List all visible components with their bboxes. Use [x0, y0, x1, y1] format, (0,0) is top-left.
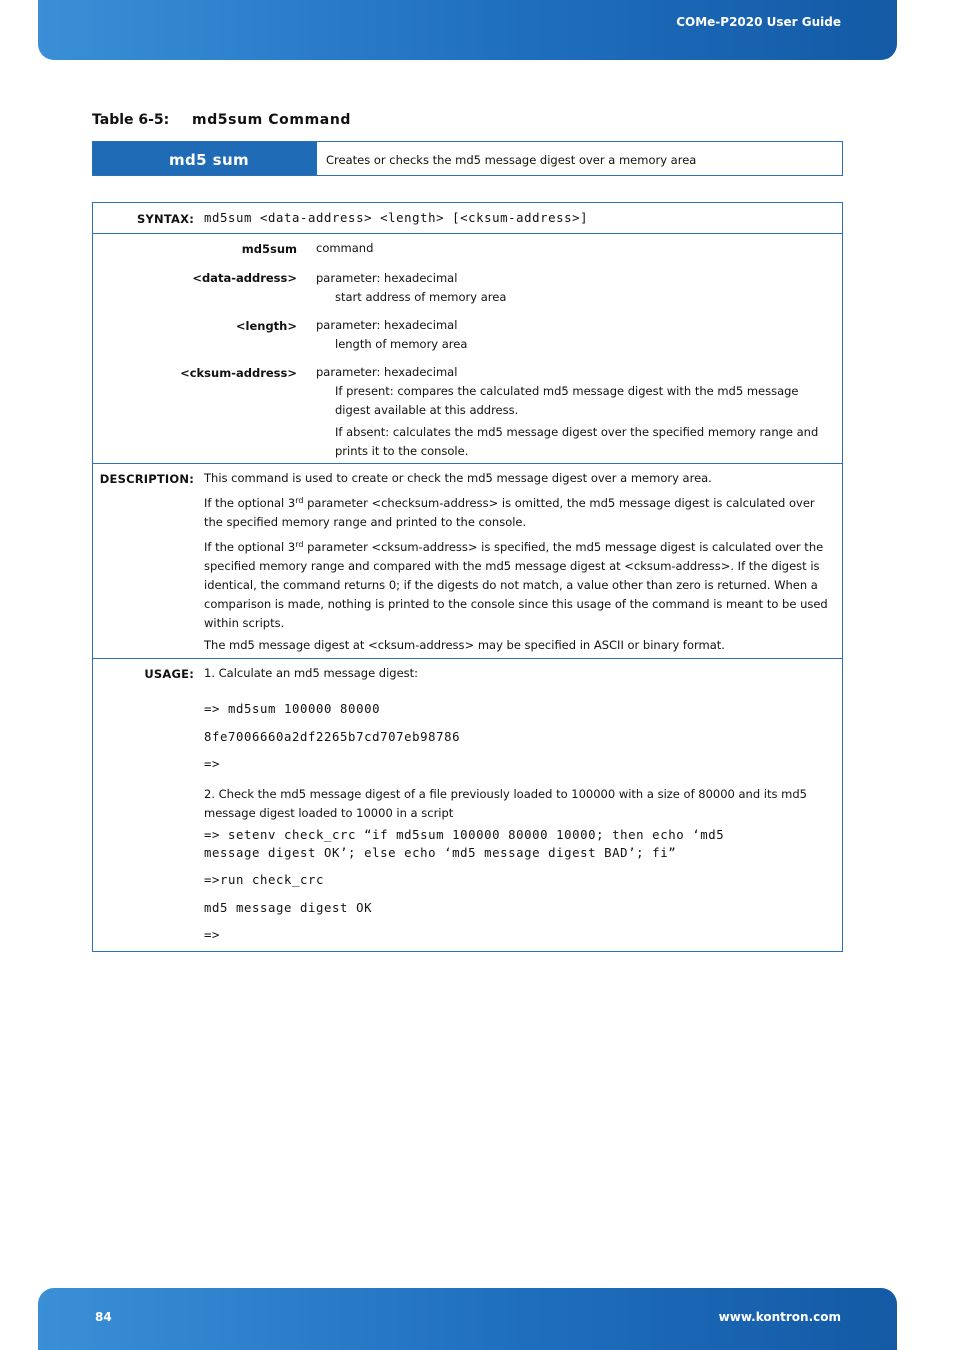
code-line: => setenv check_crc “if md5sum 100000 80000 10000; then echo ‘md5 [204, 828, 725, 842]
syntax-text: md5sum <data-address> <length> [<cksum-address>] [204, 211, 589, 225]
code-line: md5 message digest OK [204, 901, 373, 915]
param-line: digest available at this address. [335, 403, 519, 417]
code-line: =>run check_crc [204, 873, 325, 887]
parameters-row [93, 233, 842, 464]
command-table [92, 202, 843, 952]
code-line: => md5sum 100000 80000 [204, 702, 381, 716]
table-number: Table 6-5: [92, 112, 170, 128]
param-line: length of memory area [335, 337, 468, 351]
param-line: prints it to the console. [335, 444, 469, 458]
code-line: => [204, 928, 221, 942]
usage-text [204, 664, 838, 945]
usage-label: USAGE: [144, 667, 194, 681]
document-title: COMe-P2020 User Guide [676, 15, 841, 29]
table-caption [92, 112, 351, 128]
param-name: <data-address> [192, 271, 297, 285]
param-name: <length> [235, 319, 297, 333]
description-paragraph: If the optional 3rd parameter <checksum-address> is omitted, the md5 message digest is calculated over [204, 496, 815, 510]
description-paragraph-line: specified memory range and compared with the md5 message digest at <cksum-address>. If the digest is [204, 559, 820, 573]
table-title: md5sum Command [192, 112, 352, 128]
param-line: parameter: hexadecimal [316, 318, 458, 332]
description-label: DESCRIPTION: [99, 472, 194, 486]
description-paragraph: If the optional 3rd parameter <cksum-address> is specified, the md5 message digest is calculated over the [204, 540, 824, 554]
description-paragraph-line: identical, the command returns 0; if the digests do not match, a value other than zero is returned. When a [204, 578, 818, 592]
command-name: md5 sum [93, 142, 317, 175]
page-number: 84 [95, 1310, 112, 1324]
usage-step-line: message digest loaded to 10000 in a script [204, 806, 454, 820]
param-name: <cksum-address> [180, 366, 297, 380]
param-line: parameter: hexadecimal [316, 271, 458, 285]
code-line: => [204, 757, 221, 771]
usage-step: 2. Check the md5 message digest of a file previously loaded to 100000 with a size of 80000 and its md5 [204, 787, 807, 801]
param-name: md5sum [241, 242, 297, 256]
description-paragraph-line: comparison is made, nothing is printed to the console since this usage of the command is meant to be used [204, 597, 828, 611]
syntax-row [93, 203, 842, 233]
description-paragraph-line: the specified memory range and printed to the console. [204, 515, 527, 529]
description-row [93, 463, 842, 659]
param-line: parameter: hexadecimal [316, 365, 458, 379]
param-line: start address of memory area [335, 290, 507, 304]
command-summary-box [92, 141, 843, 176]
description-paragraph: The md5 message digest at <cksum-address> may be specified in ASCII or binary format. [204, 638, 725, 652]
website-link[interactable]: www.kontron.com [718, 1310, 841, 1324]
description-text [204, 469, 838, 655]
page-header [38, 0, 897, 60]
param-description [316, 316, 834, 354]
description-paragraph: This command is used to create or check the md5 message digest over a memory area. [204, 471, 712, 485]
param-description [316, 269, 834, 307]
usage-step: 1. Calculate an md5 message digest: [204, 666, 419, 680]
code-line: 8fe7006660a2df2265b7cd707eb98786 [204, 730, 461, 744]
param-line: If absent: calculates the md5 message digest over the specified memory range and [335, 425, 819, 439]
param-line: command [316, 241, 374, 255]
syntax-label: SYNTAX: [137, 212, 194, 226]
command-summary: Creates or checks the md5 message digest over a memory area [326, 153, 697, 167]
param-description [316, 363, 834, 461]
param-line: If present: compares the calculated md5 message digest with the md5 message [335, 384, 799, 398]
page-footer [38, 1288, 897, 1350]
description-paragraph-line: within scripts. [204, 616, 285, 630]
code-line: message digest OK’; else echo ‘md5 message digest BAD’; fi” [204, 846, 677, 860]
usage-row [93, 658, 842, 951]
param-description [316, 239, 834, 258]
